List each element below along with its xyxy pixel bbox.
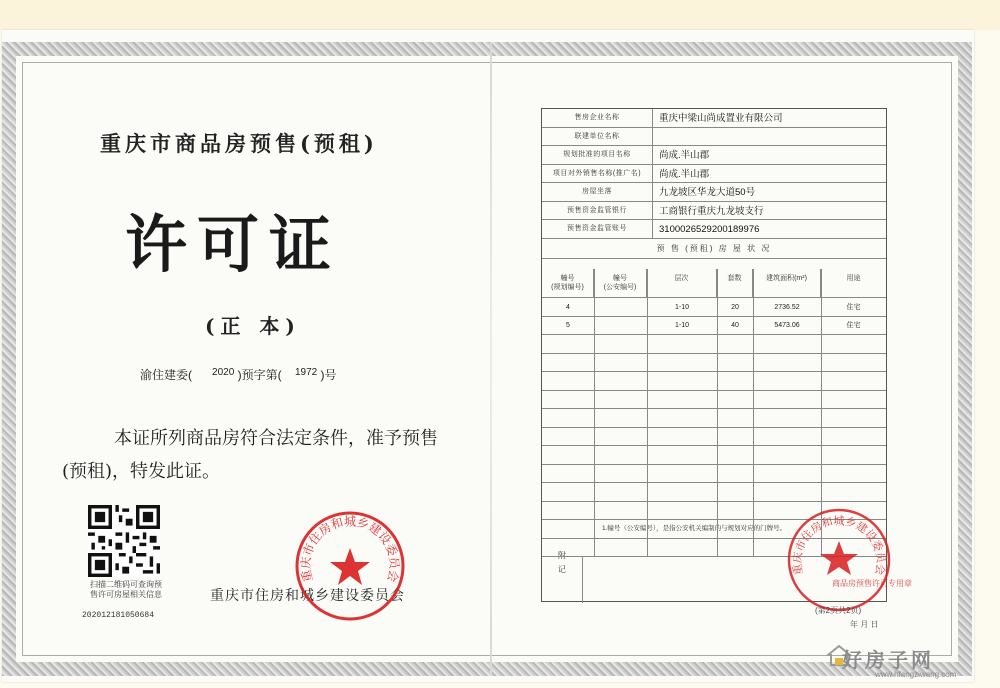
table-column-line bbox=[753, 269, 754, 556]
form-row-label: 规划批准的项目名称 bbox=[542, 146, 653, 164]
table-cell bbox=[594, 299, 647, 317]
table-cell bbox=[594, 317, 647, 335]
table-header: 幢号 (公安编号) bbox=[594, 269, 647, 297]
table-cell: 4 bbox=[566, 304, 570, 311]
issuer-name: 重庆市住房和城乡建设委员会 bbox=[210, 587, 405, 603]
certificate-body-text: 本证所列商品房符合法定条件，准予预售(预租)，特发此证。 bbox=[62, 428, 438, 482]
qr-code-icon[interactable] bbox=[88, 505, 160, 577]
table-header: 建筑面积(m²) bbox=[753, 269, 821, 297]
section-title: 预 售 (预租) 房 屋 状 况 bbox=[542, 239, 886, 259]
form-row-label: 联建单位名称 bbox=[542, 128, 653, 146]
form-row bbox=[542, 128, 886, 147]
table-header: 幢号 (规划编号) bbox=[542, 269, 594, 297]
page-mark: (第2页共2页) bbox=[815, 606, 862, 615]
form-row-label: 项目对外销售名称(推广名) bbox=[542, 165, 653, 183]
table-cell: 5 bbox=[566, 322, 570, 329]
date-label: 年 月 日 bbox=[850, 620, 879, 629]
table-cell: 2736.52 bbox=[774, 304, 800, 311]
note-column-line bbox=[582, 556, 583, 603]
qr-caption-line2: 售许可房屋相关信息 bbox=[90, 590, 162, 599]
form-row-label: 预售资金监管银行 bbox=[542, 202, 653, 220]
table-header: 用途 bbox=[846, 275, 861, 282]
table-column-line bbox=[594, 269, 595, 556]
form-row-label: 预售资金监管账号 bbox=[542, 220, 653, 238]
ref-prefix: 渝住建委( bbox=[140, 368, 192, 382]
table-cell: 1-10 bbox=[674, 322, 689, 329]
form-row bbox=[542, 165, 886, 184]
form-row bbox=[542, 109, 886, 128]
form-row bbox=[542, 146, 886, 165]
table-cell: 住宅 bbox=[846, 304, 861, 311]
form-row-value: 九龙坡区华龙大道50号 bbox=[659, 187, 756, 198]
certificate-title: 重庆市商品房预售(预租) bbox=[100, 131, 378, 156]
ref-year: 2020 bbox=[212, 367, 235, 378]
note-label: 附记 bbox=[558, 551, 566, 574]
form-row-value: 重庆中梁山尚成置业有限公司 bbox=[659, 113, 783, 124]
ref-number: 1972 bbox=[294, 367, 318, 378]
ref-suffix: )号 bbox=[320, 368, 337, 382]
center-fold-line bbox=[490, 42, 492, 676]
copy-type: (正 本) bbox=[205, 314, 301, 338]
watermark-text: 好房子网 bbox=[842, 648, 934, 672]
table-cell: 20 bbox=[731, 304, 739, 311]
form-row-label: 房屋坐落 bbox=[542, 183, 653, 201]
svg-text:重庆市住房和城乡建设委员会: 重庆市住房和城乡建设委员会 bbox=[298, 514, 402, 584]
ref-mid: )预字第( bbox=[237, 368, 282, 382]
form-row-label: 售房企业名称 bbox=[542, 109, 653, 127]
form-row bbox=[542, 202, 886, 221]
table-column-line bbox=[647, 269, 648, 556]
svg-text:重庆市住房和城乡建设委员会: 重庆市住房和城乡建设委员会 bbox=[790, 514, 888, 576]
note-text: 1.幢号（公安编号），是指公安机关编制的与规划对应的门牌号。 bbox=[602, 525, 787, 532]
form-row-value: 工商银行重庆九龙坡支行 bbox=[659, 205, 764, 217]
table-column-line bbox=[717, 269, 718, 556]
form-row-value: 3100026529200189976 bbox=[659, 224, 760, 235]
reference-number bbox=[140, 366, 337, 383]
watermark-url: www.hfangziwang.com bbox=[875, 670, 957, 679]
seal-subtitle: 商品房预售许可专用章 bbox=[832, 579, 912, 588]
table-cell: 1-10 bbox=[674, 304, 689, 311]
table-cell: 5473.06 bbox=[774, 322, 800, 329]
form-row-value: 尚成.半山郡 bbox=[659, 150, 710, 161]
form-row bbox=[542, 183, 886, 202]
table-header: 层次 bbox=[647, 269, 717, 297]
table-cell: 住宅 bbox=[846, 322, 861, 329]
serial-number: 20201218105068​4 bbox=[82, 611, 155, 620]
table-cell: 40 bbox=[731, 322, 739, 329]
certificate-big-title: 许可证 bbox=[125, 208, 342, 281]
top-background-band bbox=[0, 0, 1000, 30]
qr-caption-line1: 扫描二维码可查询预 bbox=[90, 580, 162, 589]
table-header: 套数 bbox=[717, 269, 753, 297]
qr-caption bbox=[76, 580, 176, 600]
form-row bbox=[542, 220, 886, 239]
official-seal-left-icon bbox=[292, 508, 408, 624]
form-row-value: 尚成.半山郡 bbox=[659, 168, 710, 180]
official-seal-right-icon bbox=[784, 505, 894, 615]
